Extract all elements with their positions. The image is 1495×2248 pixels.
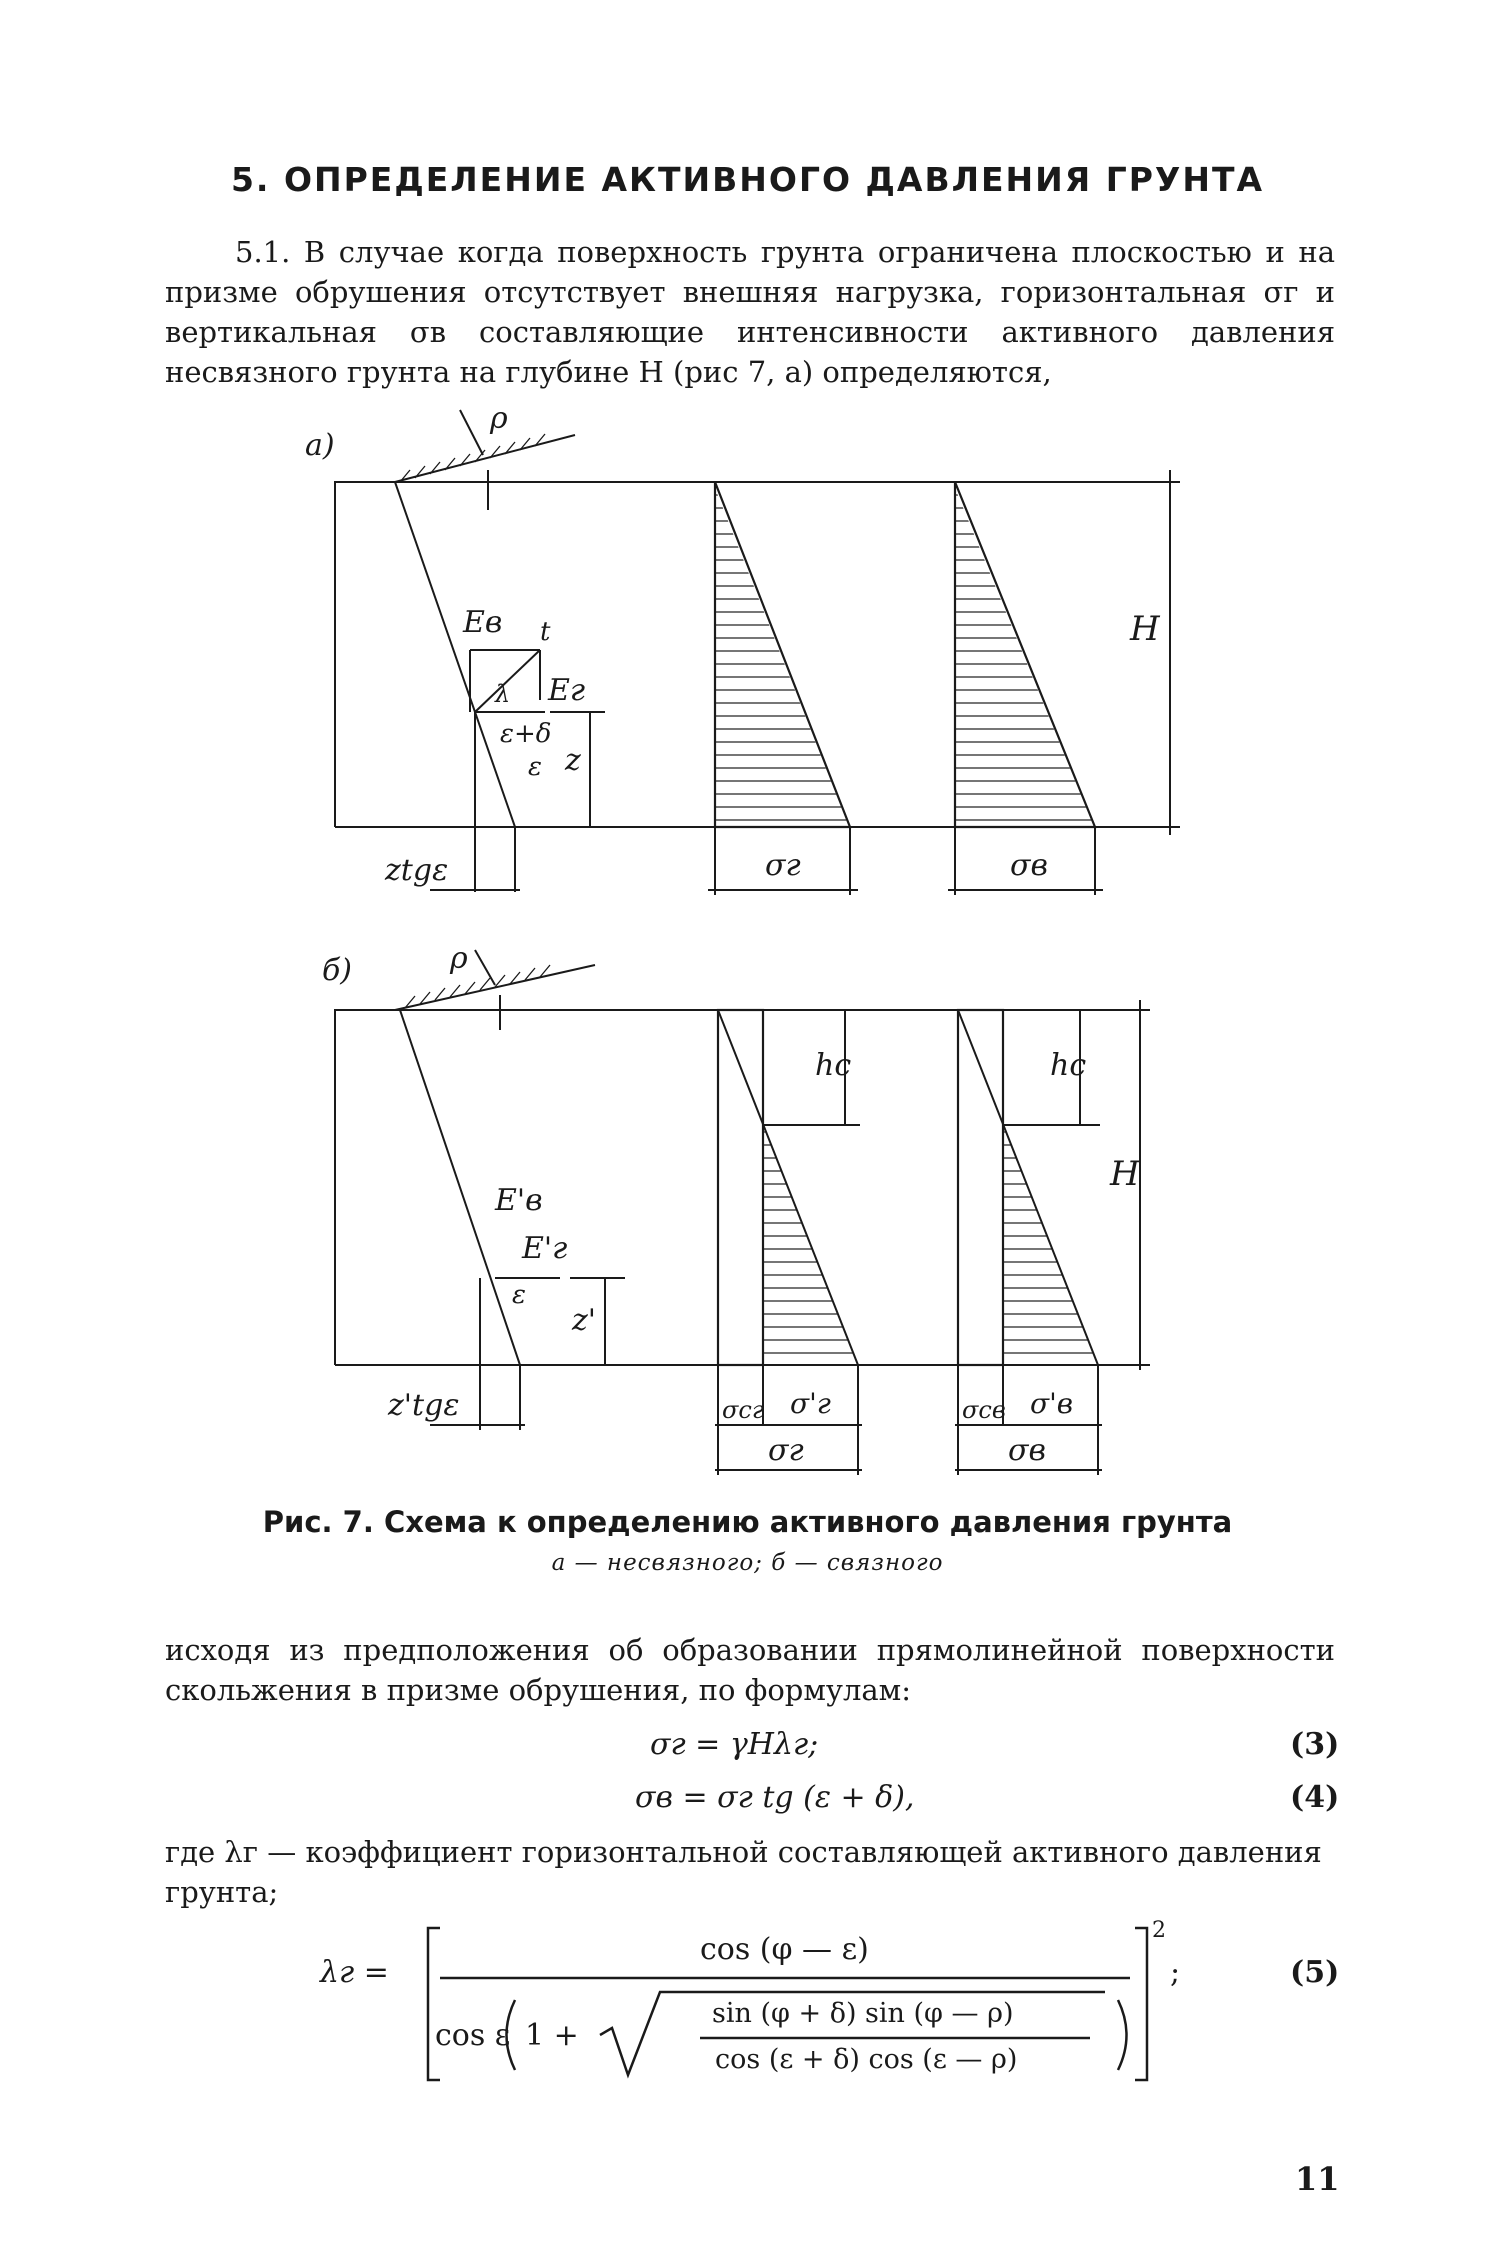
panel-a-eps: ε [528,752,542,782]
panel-a-sigma-g: σг [765,848,801,883]
equation-5-inner-numerator: sin (φ + δ) sin (φ — ρ) [712,1998,1014,2029]
panel-a-Ev: Eв [463,605,503,640]
panel-b-sigma-cv: σcв [962,1396,1006,1424]
equation-3: σг = γHλг; [650,1727,819,1762]
equation-4: σв = σг tg (ε + δ), [635,1780,915,1815]
panel-a-sigma-v: σв [1010,848,1048,883]
panel-a-H: H [1130,609,1160,649]
equation-5-lhs: λг = [320,1955,389,1990]
equation-5 [0,1920,1495,2090]
panel-b-sigma-g-prime: σ'г [790,1387,831,1420]
equation-5-semicolon: ; [1170,1955,1181,1990]
section-heading: 5. ОПРЕДЕЛЕНИЕ АКТИВНОГО ДАВЛЕНИЯ ГРУНТА [230,160,1265,199]
panel-b-sigma-v-prime: σ'в [1030,1387,1074,1420]
panel-b-eps: ε [512,1280,526,1310]
where-text: где λг — коэффициент горизонтальной составляющей активного давления грунта; [165,1835,1322,1909]
figure-caption: Рис. 7. Схема к определению активного давления грунта [262,1505,1233,1539]
intro-paragraph: 5.1. В случае когда поверхность грунта ограничена плоскостью и на призме обрушения отсутствует внешняя нагрузка, горизонтальная σг и вертикальная σв составляющие интенсивности активного давления несвязного грунта на глубине H (рис 7, а) определяются, [165,235,1335,389]
panel-a-ztg: ztgε [385,853,449,888]
panel-b-H: H [1110,1154,1140,1194]
figure-7 [0,400,1495,1480]
panel-b-hc-2: hc [1050,1048,1087,1083]
panel-b-z: z' [572,1303,597,1338]
panel-b-Ev: E'в [495,1183,543,1218]
panel-b-label: б) [322,953,353,988]
panel-b-rho: ρ [450,941,468,976]
equation-4-number: (4) [1290,1780,1340,1815]
panel-a-lambda: λ [495,680,511,708]
panel-b-sigma-cg: σcг [722,1396,764,1424]
panel-a-eps-delta: ε+δ [500,719,552,749]
equation-5-power: 2 [1152,1918,1166,1943]
panel-b-sigma-g: σг [768,1433,804,1468]
panel-a-label: а) [305,428,335,463]
equation-3-number: (3) [1290,1727,1340,1762]
equation-5-numerator: cos (φ — ε) [700,1932,869,1967]
figure-subcaption: а — несвязного; б — связного [551,1550,944,1576]
page-number: 11 [1295,2160,1340,2198]
panel-b-Eg: E'г [522,1231,568,1266]
panel-b-sigma-v: σв [1008,1433,1046,1468]
panel-b-hc-1: hc [815,1048,852,1083]
equation-5-one-plus: 1 + [525,2018,579,2053]
panel-a-t: t [540,617,551,647]
panel-a-Eg: Eг [548,673,586,708]
equation-5-cos: cos ε [435,2018,511,2053]
panel-a-z: z [565,743,581,778]
panel-b-ztg: z'tgε [388,1388,460,1423]
panel-a-drawing [335,410,1180,895]
equation-5-number: (5) [1290,1955,1340,1990]
panel-a-rho: ρ [490,401,508,436]
after-paragraph: исходя из предположения об образовании прямолинейной поверхности скольжения в призме обрушения, по формулам: [165,1633,1335,1707]
equation-5-inner-denominator: cos (ε + δ) cos (ε — ρ) [715,2044,1018,2075]
